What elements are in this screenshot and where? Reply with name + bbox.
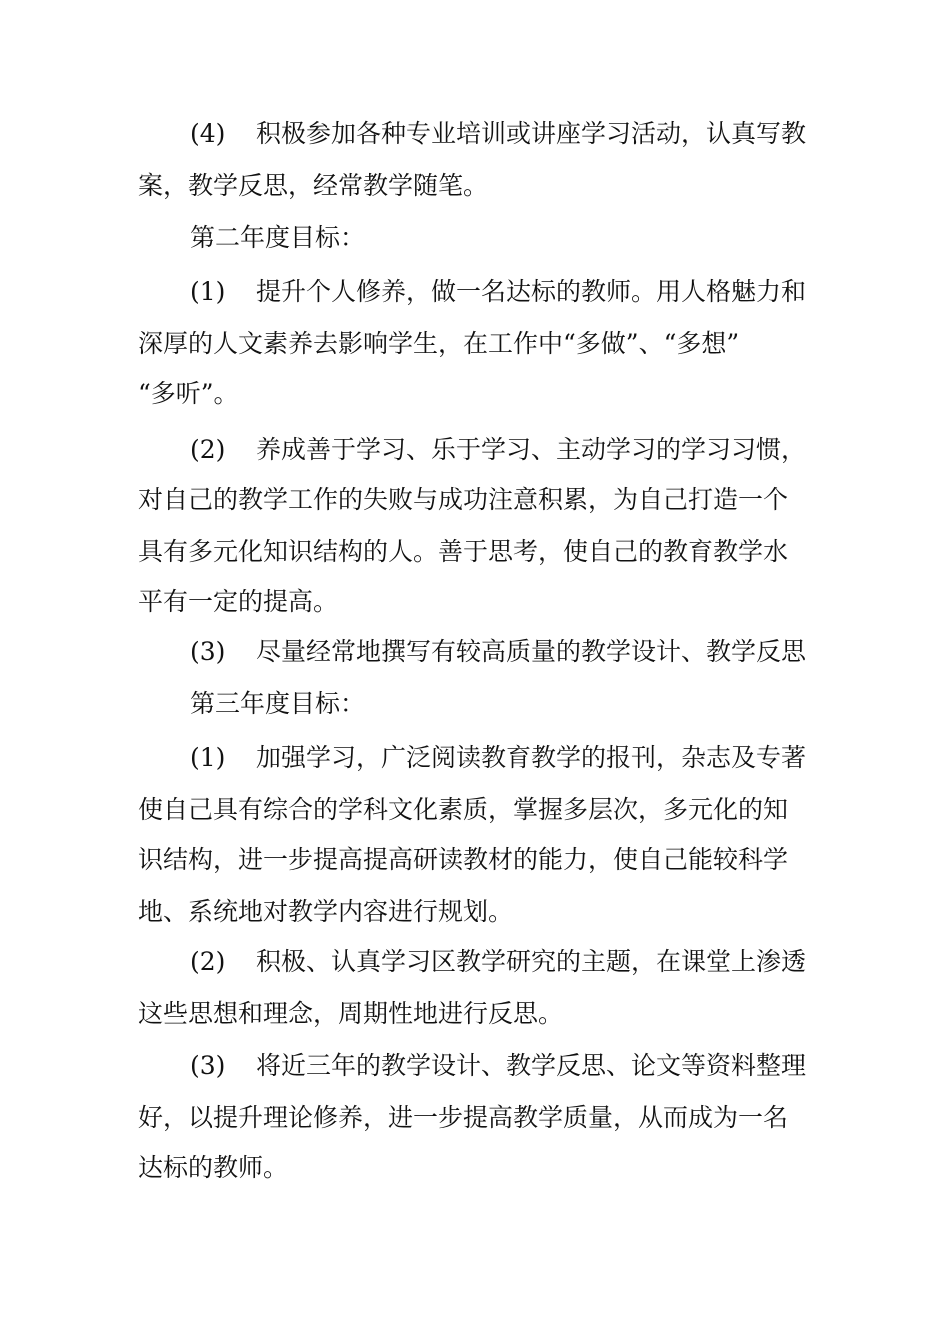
- line-text: 尽量经常地撰写有较高质量的教学设计、教学反思: [256, 637, 807, 666]
- paragraph-line: 这些思想和理念，周期性地进行反思。: [138, 999, 564, 1028]
- paragraph-line: 案，教学反思，经常教学随笔。: [138, 171, 489, 200]
- line-text: 将近三年的教学设计、教学反思、论文等资料整理: [256, 1051, 807, 1080]
- paragraph-line: 地、系统地对教学内容进行规划。: [138, 897, 514, 926]
- paragraph-line: 使自己具有综合的学科文化素质，掌握多层次，多元化的知: [138, 795, 789, 824]
- list-number: (3): [190, 1051, 226, 1080]
- paragraph-line: [190, 276, 806, 308]
- list-number: (2): [190, 435, 226, 464]
- line-text: 积极、认真学习区教学研究的主题，在课堂上渗透: [256, 947, 807, 976]
- paragraph-line: [190, 1050, 806, 1082]
- paragraph-line: [190, 742, 806, 774]
- paragraph-line: [190, 636, 806, 668]
- line-text: 提升个人修养，做一名达标的教师。用人格魅力和: [256, 277, 807, 306]
- line-text: 积极参加各种专业培训或讲座学习活动，认真写教: [256, 119, 807, 148]
- paragraph-line: 平有一定的提高。: [138, 587, 339, 616]
- list-number: (3): [190, 637, 226, 666]
- list-number: (4): [190, 119, 226, 148]
- list-number: (1): [190, 743, 226, 772]
- paragraph-line: 深厚的人文素养去影响学生，在工作中“多做”、“多想”: [138, 329, 740, 358]
- section-heading-year-2: 第二年度目标：: [190, 223, 366, 252]
- paragraph-line: 好，以提升理论修养，进一步提高教学质量，从而成为一名: [138, 1103, 789, 1132]
- paragraph-line: [190, 946, 806, 978]
- paragraph-line: 对自己的教学工作的失败与成功注意积累，为自己打造一个: [138, 485, 789, 514]
- paragraph-line: “多听”。: [138, 379, 239, 408]
- paragraph-line: [190, 434, 806, 466]
- paragraph-line: [190, 118, 806, 150]
- list-number: (2): [190, 947, 226, 976]
- paragraph-line: 识结构，进一步提高提高研读教材的能力，使自己能较科学: [138, 845, 789, 874]
- section-heading-year-3: 第三年度目标：: [190, 689, 366, 718]
- line-text: 养成善于学习、乐于学习、主动学习的学习习惯，: [256, 435, 807, 464]
- line-text: 加强学习，广泛阅读教育教学的报刊，杂志及专著: [256, 743, 807, 772]
- list-number: (1): [190, 277, 226, 306]
- paragraph-line: 具有多元化知识结构的人。善于思考，使自己的教育教学水: [138, 537, 789, 566]
- paragraph-line: 达标的教师。: [138, 1153, 289, 1182]
